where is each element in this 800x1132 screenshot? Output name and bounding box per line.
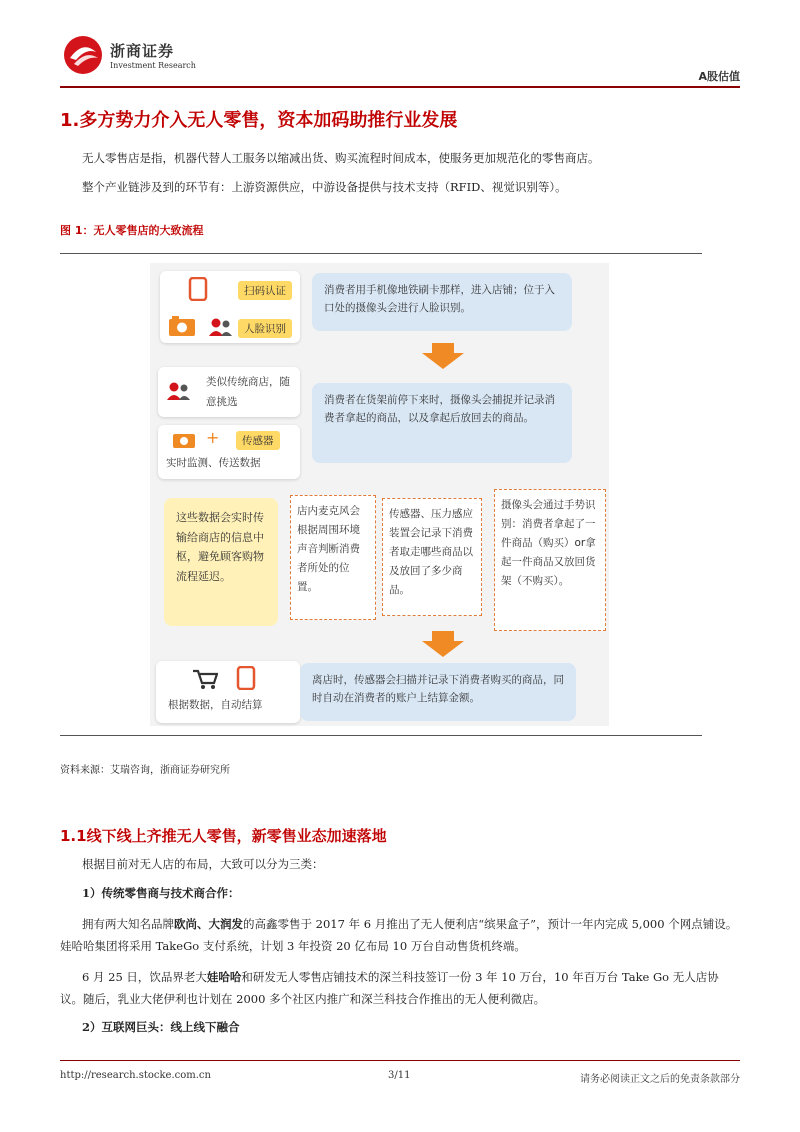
people-icon xyxy=(208,317,234,337)
brand-highlight: 欧尚、大润发 xyxy=(174,917,243,931)
phone-icon xyxy=(236,666,256,690)
paragraph xyxy=(60,966,740,1010)
figure-bottom-rule xyxy=(60,735,702,736)
checkout-label: 根据数据，自动结算 xyxy=(168,699,263,711)
paragraph: 无人零售店是指，机器代替人工服务以缩减出货、购买流程时间成本，使服务更加规范化的零售商店。 xyxy=(82,151,600,165)
paragraph: 根据目前对无人店的布局，大致可以分为三类： xyxy=(82,857,324,871)
paragraph xyxy=(60,913,740,957)
brand-tagline: Investment Research xyxy=(110,61,196,70)
microphone-note: 店内麦克风会根据周围环境声音判断消费者所处的位置。 xyxy=(290,495,376,620)
browse-label: 类似传统商店，随意挑选 xyxy=(206,376,290,408)
face-tag: 人脸识别 xyxy=(238,319,292,338)
plus-sign: + xyxy=(206,428,220,447)
text-run: 拥有两大知名品牌 xyxy=(82,917,174,931)
step-bubble-entry: 消费者用手机像地铁刷卡那样，进入店铺；位于入口处的摄像头会进行人脸识别。 xyxy=(312,273,572,331)
people-icon xyxy=(166,381,192,401)
subsection-title: 1.1线下线上齐推无人零售，新零售业态加速落地 xyxy=(60,827,387,845)
monitor-card xyxy=(158,425,300,479)
entry-card xyxy=(160,271,300,343)
figure-title: 图 1：无人零售店的大致流程 xyxy=(60,224,204,237)
down-arrow-icon xyxy=(420,343,466,369)
monitor-label: 实时监测、传送数据 xyxy=(166,457,261,469)
text-run: 6 月 25 日，饮品界老大 xyxy=(82,970,207,984)
footer-divider xyxy=(60,1060,740,1061)
cart-icon xyxy=(192,668,218,690)
data-hub-box: 这些数据会实时传输给商店的信息中枢，避免顾客购物流程延迟。 xyxy=(164,498,278,626)
text-run: 的高鑫零售于 2017 年 6 月推出了无人便利店“缤果盒子”，预计一年内完成 5,000 个网点铺设。娃哈哈集团将采用 TakeGo 支付系统，计划 3 年投资 20 亿布局 10 万台自动售货机终端。 xyxy=(60,917,738,953)
down-arrow-icon xyxy=(420,631,466,657)
scan-tag: 扫码认证 xyxy=(238,281,292,300)
section-title: 1.多方势力介入无人零售，资本加码助推行业发展 xyxy=(60,110,458,131)
text-run: 和研发无人零售店铺技术的深兰科技签订一份 3 年 10 万台，10 年百万台 Take Go 无人店协议。随后，乳业大佬伊利也计划在 2000 多个社区内推广和深兰科技合作推出的无人便利微店。 xyxy=(60,970,719,1006)
paragraph: 整个产业链涉及到的环节有：上游资源供应，中游设备提供与技术支持（RFID、视觉识别等）。 xyxy=(82,180,567,194)
brand-name: 浙商证券 xyxy=(110,42,175,60)
page-number: 3/11 xyxy=(388,1070,411,1081)
report-section: A股估值 xyxy=(698,70,740,83)
figure-top-rule xyxy=(60,253,702,254)
figure-source: 资料来源：艾瑞咨询，浙商证券研究所 xyxy=(60,765,230,776)
gesture-recognition-note: 摄像头会通过手势识别：消费者拿起了一件商品（购买）or拿起一件商品又放回货架（不购买）。 xyxy=(494,489,606,631)
footer-url[interactable]: http://research.stocke.com.cn xyxy=(60,1070,211,1081)
logo-icon xyxy=(62,34,104,76)
camera-icon xyxy=(172,431,196,449)
header-divider xyxy=(60,86,740,88)
checkout-card xyxy=(156,661,300,723)
subheading: 2）互联网巨头：线上线下融合 xyxy=(82,1020,240,1034)
browse-card xyxy=(158,367,300,417)
phone-icon xyxy=(188,277,208,301)
sensor-tag: 传感器 xyxy=(236,431,280,450)
step-bubble-shelf: 消费者在货架前停下来时，摄像头会捕捉并记录消费者拿起的商品，以及拿起后放回去的商品。 xyxy=(312,383,572,463)
subheading: 1）传统零售商与技术商合作： xyxy=(82,886,240,900)
camera-icon xyxy=(168,315,196,337)
footer-disclaimer: 请务必阅读正文之后的免责条款部分 xyxy=(580,1074,740,1085)
process-figure xyxy=(150,263,609,726)
brand-highlight: 娃哈哈 xyxy=(206,970,242,984)
pressure-sensor-note: 传感器、压力感应装置会记录下消费者取走哪些商品以及放回了多少商品。 xyxy=(382,498,482,616)
step-bubble-checkout: 离店时，传感器会扫描并记录下消费者购买的商品，同时自动在消费者的账户上结算金额。 xyxy=(300,663,576,721)
